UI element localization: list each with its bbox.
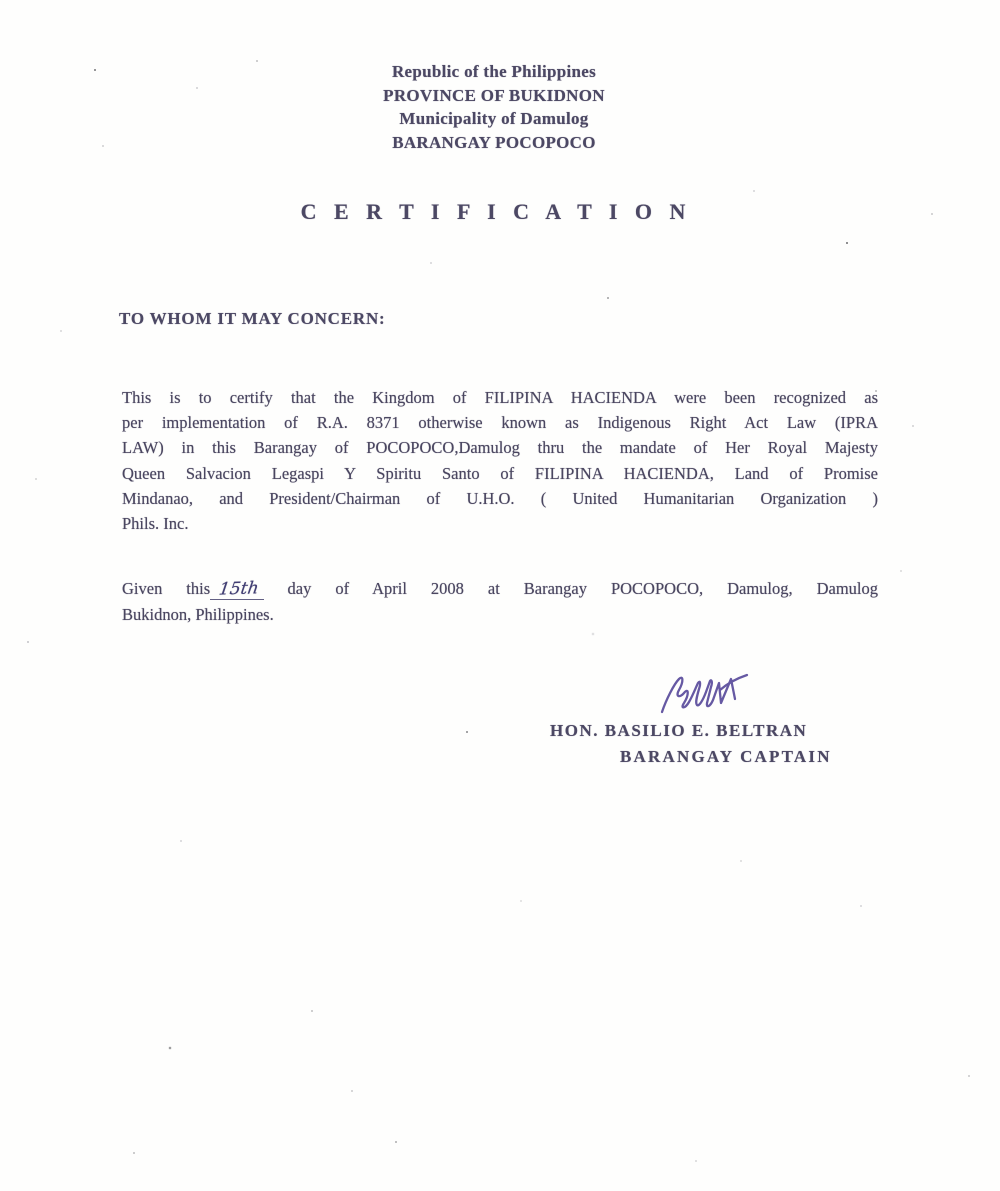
body-line: Queen Salvacion Legaspi Y Spiritu Santo of FILIPINA HACIENDA, Land of Promise bbox=[122, 463, 878, 483]
signatory-name: HON. BASILIO E. BELTRAN bbox=[550, 721, 808, 740]
body-line: Mindanao, and President/Chairman of U.H.O. ( United Humanitarian Organization ) bbox=[122, 488, 878, 508]
letterhead-republic-line: Republic of the Philippines bbox=[391, 62, 597, 81]
date-middle: day of April 2008 at Barangay POCOPOCO, Damulog, Damulog bbox=[287, 579, 878, 598]
letterhead bbox=[0, 60, 988, 154]
handwritten-day-blank bbox=[210, 579, 263, 600]
letterhead-barangay-line: BARANGAY POCOPOCO bbox=[392, 132, 596, 152]
date-paragraph bbox=[122, 576, 878, 627]
document-title: C E R T I F I C A T I O N bbox=[300, 199, 692, 224]
salutation: TO WHOM IT MAY CONCERN: bbox=[119, 309, 386, 328]
body-line: per implementation of R.A. 8371 otherwise known as Indigenous Right Act Law (IPRA bbox=[122, 413, 878, 433]
body-line: This is to certify that the Kingdom of FILIPINA HACIENDA were been recognized as bbox=[122, 388, 878, 407]
body-paragraph bbox=[122, 385, 878, 536]
signatory-title: BARANGAY CAPTAIN bbox=[620, 747, 832, 766]
scan-noise-specks bbox=[0, 0, 2, 2]
letterhead-municipality-line: Municipality of Damulog bbox=[399, 109, 589, 128]
date-last-line: Bukidnon, Philippines. bbox=[122, 605, 274, 625]
handwritten-day: 15th bbox=[217, 578, 261, 600]
date-prefix: Given this bbox=[122, 579, 211, 598]
body-line: LAW) in this Barangay of POCOPOCO,Damulog thru the mandate of Her Royal Majesty bbox=[122, 438, 878, 458]
signature-scribble bbox=[650, 672, 750, 718]
body-line: Phils. Inc. bbox=[122, 514, 189, 534]
letterhead-province-line: PROVINCE OF BUKIDNON bbox=[383, 85, 605, 105]
date-line bbox=[122, 576, 878, 602]
